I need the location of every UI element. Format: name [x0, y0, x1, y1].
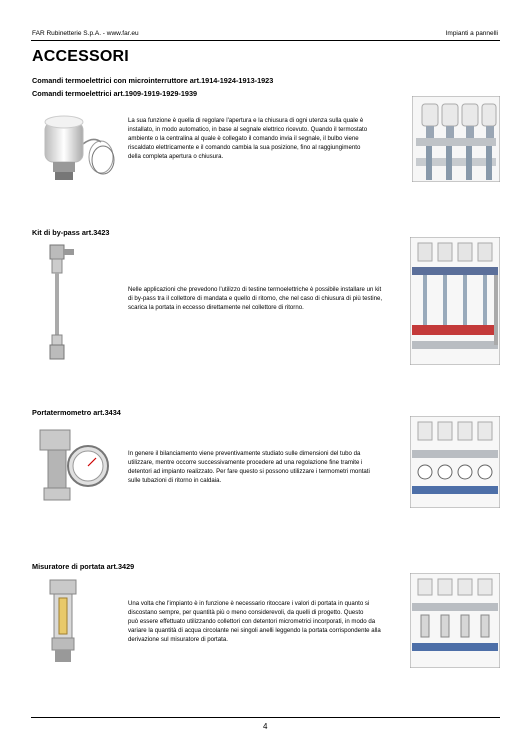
section-description: Una volta che l'impianto è in funzione è necessario ritoccare i valori di portata in quanto si discostano sempre, per quantità più o meno considerevoli, da quelli di progetto. Questo può essere effettuato utilizzando collettori con detentori micrometrici incorporati, in modo da variare la quantità di acqua circolante nei singoli anelli leggendo la portata corrispondente alla derivazione sul misuratore di portata.	[128, 600, 381, 643]
manifold-flowmeters-photo	[410, 573, 500, 668]
manifold-thermometers-photo	[410, 416, 500, 508]
header-divider	[31, 40, 500, 41]
manifold-bypass-photo	[410, 237, 500, 365]
footer-divider	[31, 717, 500, 718]
section-description: La sua funzione è quella di regolare l'apertura e la chiusura di ogni utenza sulla quale è installato, in modo automatico, in base al segnale elettrico ricevuto. Quando il termostato ambiente o la centralina al quale è collegato il comando invia il segnale, il bulbo viene riscaldato elettricamente e il comando cambia la sua posizione, fino al raggiungimento della completa apertura o chiusura.	[128, 117, 368, 160]
flow-meter-photo	[46, 578, 80, 664]
section-heading: Misuratore di portata art.3429	[32, 562, 135, 571]
bypass-kit-photo	[40, 243, 80, 365]
page-number: 4	[263, 722, 268, 731]
section-heading: Kit di by-pass art.3423	[32, 228, 110, 237]
section-heading: Comandi termoelettrici con microinterruttore art.1914-1924-1913-1923	[32, 76, 274, 85]
company-name: FAR Rubinetterie S.p.A. - www.far.eu	[32, 30, 139, 37]
page-title: ACCESSORI	[32, 48, 129, 65]
manifold-actuators-photo	[412, 96, 500, 182]
section-heading: Comandi termoelettrici art.1909-1919-1929-1939	[32, 89, 198, 98]
section-name: Impianti a pannelli	[445, 30, 498, 37]
section-description: In genere il bilanciamento viene preventivamente studiato sulle dimensioni del tubo da utilizzare, mentre occorre successivamente procedere ad una regolazione fine tramite i detentori ad impianto realizzato. Per fare questo si possono utilizzare i termometri montati sulle tubazioni di ritorno in caldaia.	[128, 450, 370, 484]
section-description: Nelle applicazioni che prevedono l'utilizzo di testine termoelettriche è possibile installare un kit di by-pass tra il collettore di mandata e quello di ritorno, che nel caso di chiusura di più testine, scarica la portata in eccesso direttamente nel collettore di ritorno.	[128, 286, 383, 311]
thermoelectric-actuator-photo	[31, 102, 123, 192]
section-heading: Portatermometro art.3434	[32, 408, 121, 417]
page-header	[31, 30, 500, 40]
thermometer-holder-photo	[36, 422, 112, 504]
